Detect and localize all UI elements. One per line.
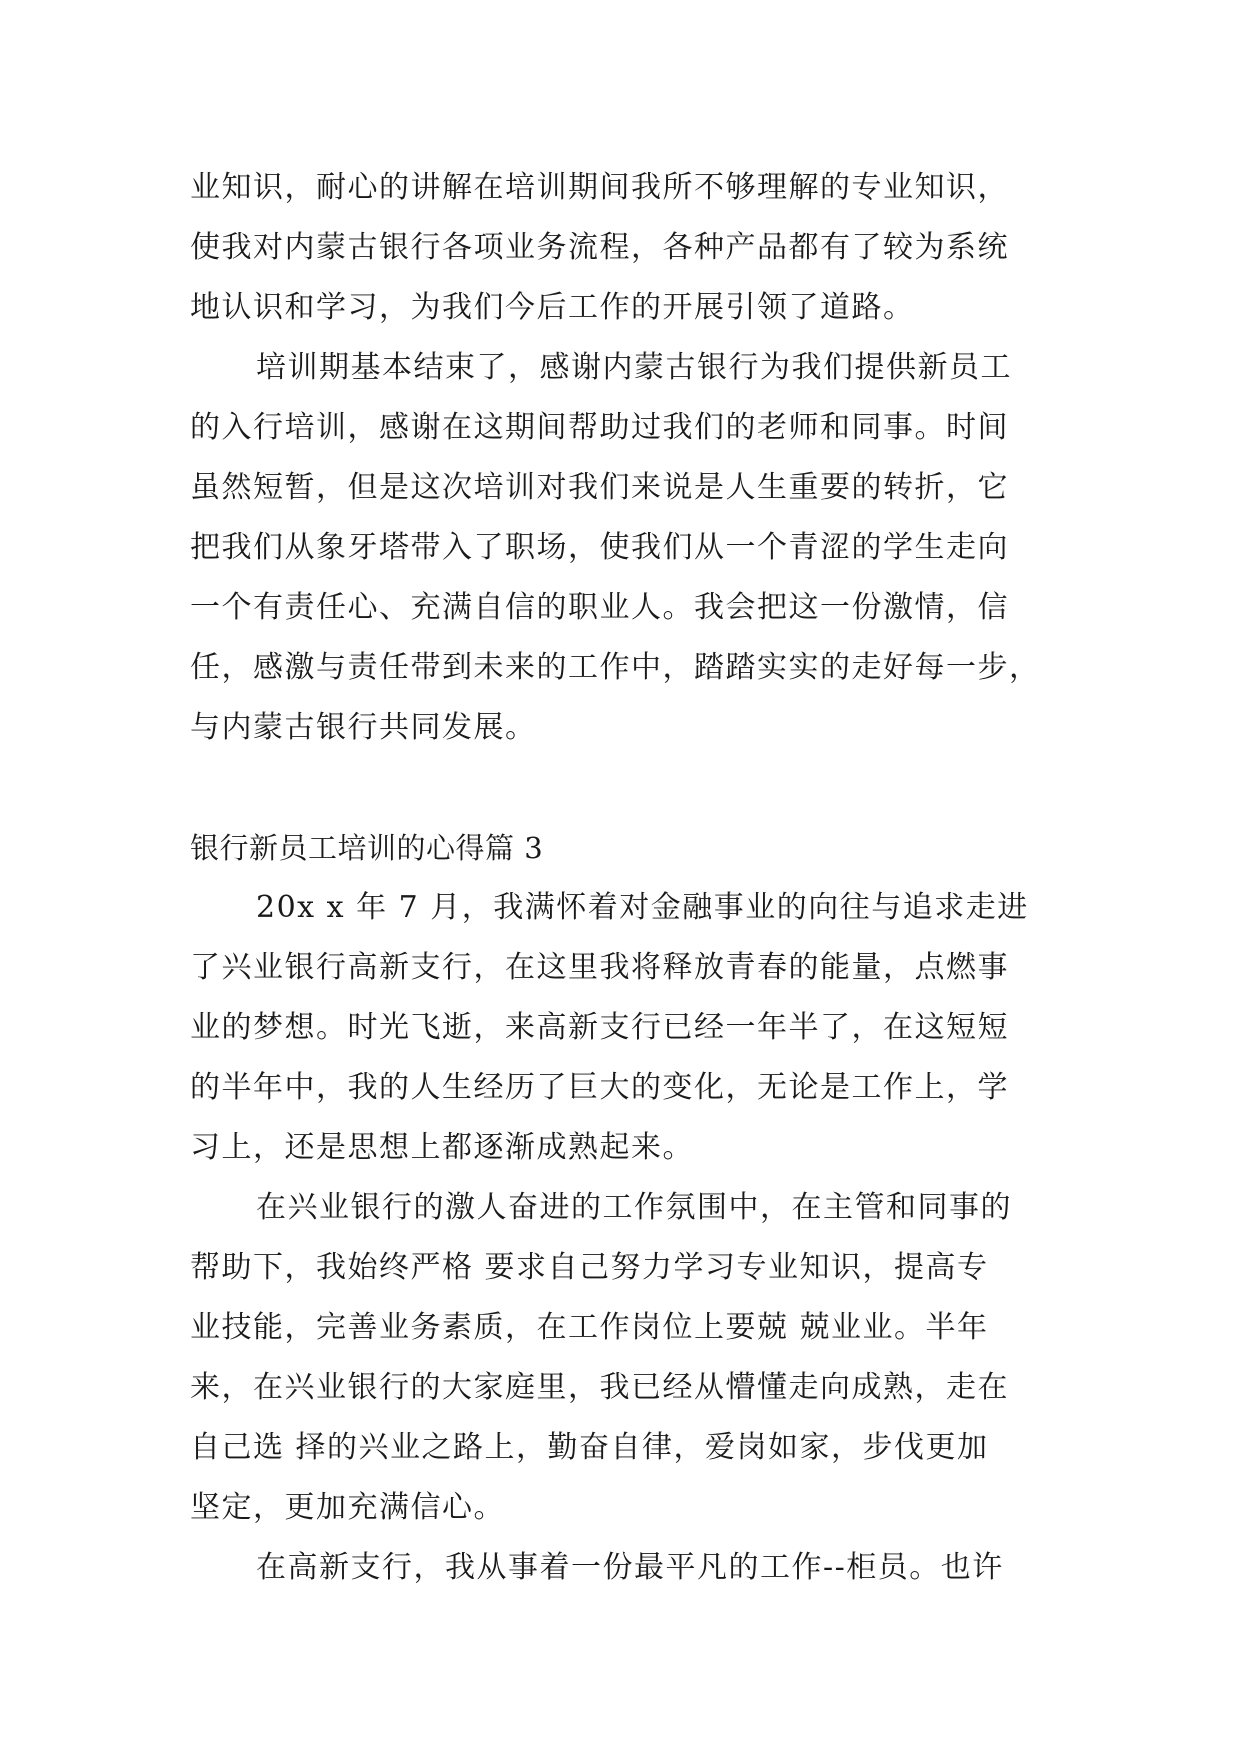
document-body xyxy=(190,158,1054,1598)
text-line: 在兴业银行的激人奋进的工作氛围中，在主管和同事的 xyxy=(256,1190,1012,1225)
text-line: 任，感激与责任带到未来的工作中，踏踏实实的走好每一步， xyxy=(190,650,1041,685)
paragraph-3 xyxy=(190,878,1054,1178)
paragraph-2 xyxy=(190,338,1054,758)
text-line: 业技能，完善业务素质，在工作岗位上要兢 兢业业。半年 xyxy=(190,1310,989,1345)
text-line: 业知识，耐心的讲解在培训期间我所不够理解的专业知识， xyxy=(190,170,1009,205)
text-line: 了兴业银行高新支行，在这里我将释放青春的能量，点燃事 xyxy=(190,950,1009,985)
text-line: 的半年中，我的人生经历了巨大的变化，无论是工作上，学 xyxy=(190,1070,1009,1105)
paragraph-4 xyxy=(190,1178,1054,1538)
text-line: 自己选 择的兴业之路上，勤奋自律，爱岗如家，步伐更加 xyxy=(190,1430,989,1465)
text-line: 业的梦想。时光飞逝，来高新支行已经一年半了，在这短短 xyxy=(190,1010,1009,1045)
text-line: 坚定，更加充满信心。 xyxy=(190,1490,505,1525)
text-line: 帮助下，我始终严格 要求自己努力学习专业知识，提高专 xyxy=(190,1250,989,1285)
text-line: 在高新支行，我从事着一份最平凡的工作--柜员。也许 xyxy=(256,1550,1004,1585)
text-line: 培训期基本结束了，感谢内蒙古银行为我们提供新员工 xyxy=(256,350,1012,385)
section-heading: 银行新员工培训的心得篇 3 xyxy=(190,831,544,865)
text-line: 一个有责任心、充满自信的职业人。我会把这一份激情，信 xyxy=(190,590,1009,625)
text-line: 20x x 年 7 月，我满怀着对金融事业的向往与追求走进 xyxy=(256,890,1029,925)
text-line: 地认识和学习，为我们今后工作的开展引领了道路。 xyxy=(190,290,915,325)
text-line: 与内蒙古银行共同发展。 xyxy=(190,710,537,745)
text-line: 虽然短暂，但是这次培训对我们来说是人生重要的转折，它 xyxy=(190,470,1009,505)
paragraph-1 xyxy=(190,158,1054,338)
paragraph-5 xyxy=(190,1538,1054,1598)
text-line: 的入行培训，感谢在这期间帮助过我们的老师和同事。时间 xyxy=(190,410,1009,445)
text-line: 把我们从象牙塔带入了职场，使我们从一个青涩的学生走向 xyxy=(190,530,1009,565)
text-line: 使我对内蒙古银行各项业务流程，各种产品都有了较为系统 xyxy=(190,230,1009,265)
text-line: 习上，还是思想上都逐渐成熟起来。 xyxy=(190,1130,694,1165)
text-line: 来，在兴业银行的大家庭里，我已经从懵懂走向成熟，走在 xyxy=(190,1370,1009,1405)
blank-line xyxy=(190,758,1054,818)
